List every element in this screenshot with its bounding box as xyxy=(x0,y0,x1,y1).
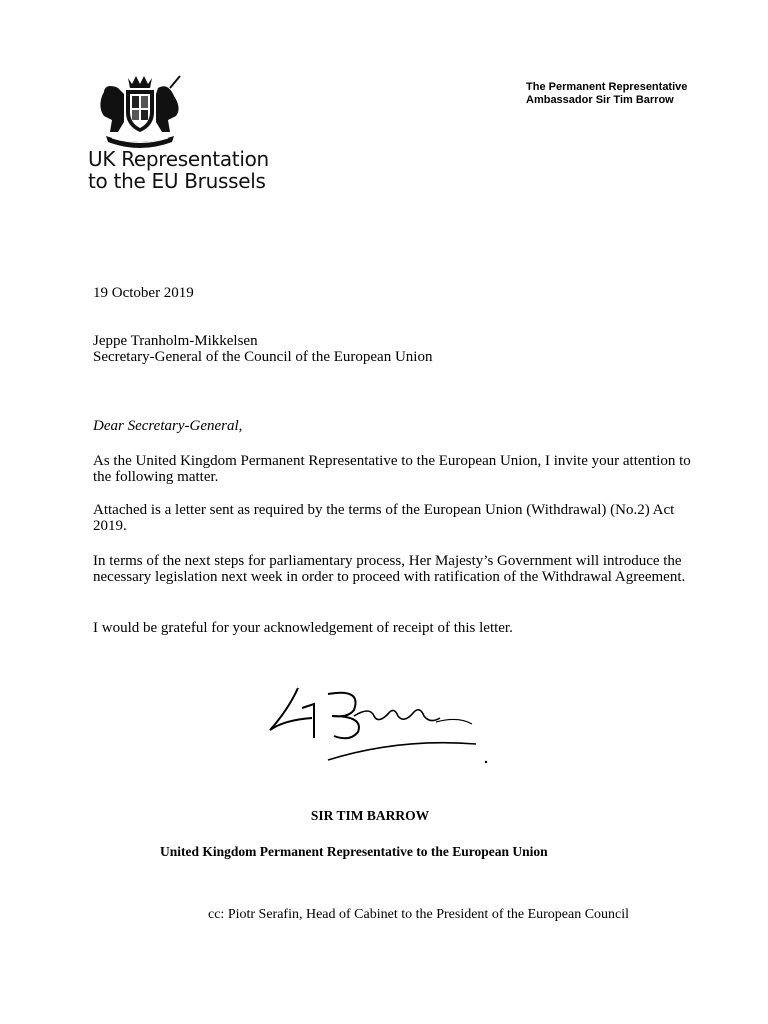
salutation: Dear Secretary-General, xyxy=(93,418,243,434)
body-paragraph: Attached is a letter sent as required by the terms of the European Union (Withdrawal) (No.2) Act 2019. xyxy=(93,502,675,534)
sender-name: Ambassador Sir Tim Barrow xyxy=(526,94,674,106)
organization-name xyxy=(88,148,269,192)
cc-line: cc: Piotr Serafin, Head of Cabinet to the President of the European Council xyxy=(208,907,630,922)
body-paragraph: I would be grateful for your acknowledgement of receipt of this letter. xyxy=(93,620,513,636)
org-name-line2: to the EU Brussels xyxy=(88,169,266,193)
body-paragraph: As the United Kingdom Permanent Representative to the European Union, I invite your attention to the following matter. xyxy=(93,453,691,485)
signatory-name: SIR TIM BARROW xyxy=(310,808,430,823)
royal-coat-of-arms-icon xyxy=(88,72,188,150)
recipient-block xyxy=(93,333,432,365)
org-name-line1: UK Representation xyxy=(88,147,269,171)
body-paragraph: In terms of the next steps for parliamentary process, Her Majesty’s Government will introduce the necessary legislation next week in order to proceed with ratification of the Withdrawal Agreement. xyxy=(93,553,686,585)
sender-block xyxy=(526,81,687,107)
recipient-title: Secretary-General of the Council of the European Union xyxy=(93,349,433,365)
handwritten-signature xyxy=(258,680,490,768)
letter-date: 19 October 2019 xyxy=(93,285,194,301)
signatory-title: United Kingdom Permanent Representative to the European Union xyxy=(160,844,548,859)
sender-role: The Permanent Representative xyxy=(526,81,688,93)
recipient-name: Jeppe Tranholm-Mikkelsen xyxy=(93,333,258,349)
